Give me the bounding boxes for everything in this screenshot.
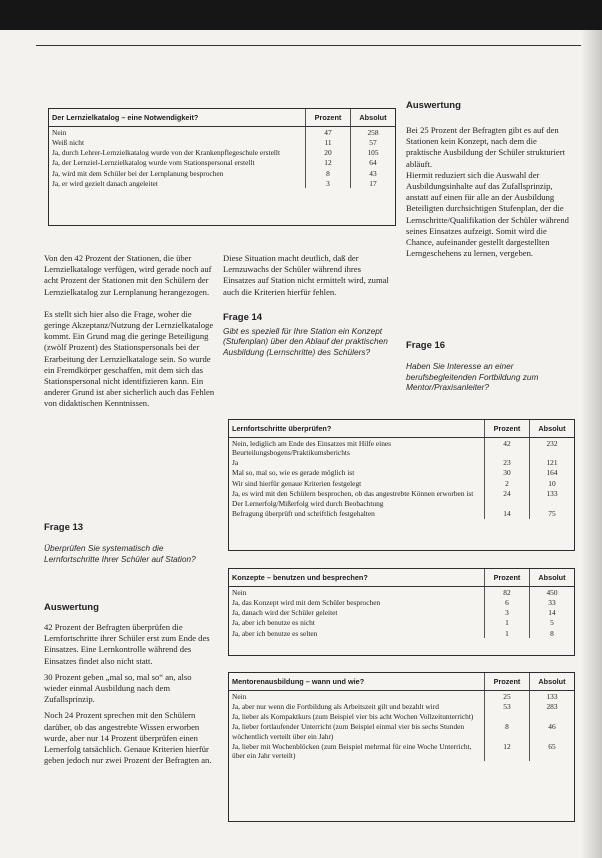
auswertung-right-section bbox=[406, 100, 574, 264]
table-row bbox=[229, 597, 574, 607]
table-row bbox=[49, 137, 395, 147]
frage-13-section bbox=[44, 522, 216, 564]
table-cell-value: 1 bbox=[485, 628, 530, 638]
table-cell-value: 2 bbox=[485, 478, 530, 488]
table-header-row bbox=[49, 109, 395, 127]
table-cell-value: 20 bbox=[306, 148, 351, 158]
frage-13-question: Überprüfen Sie systematisch die Lernfortschritte Ihrer Schüler auf Station? bbox=[44, 543, 196, 564]
table-row bbox=[229, 509, 574, 519]
auswertung-right-paragraph: Bei 25 Prozent der Befragten gibt es auf den Stationen kein Konzept, nach dem die praktische Ausbildung der Schüler strukturiert abläuft. bbox=[406, 125, 565, 169]
table-cell-value: 30 bbox=[485, 468, 530, 478]
table-cell-label: Ja, danach wird der Schüler geleitet bbox=[232, 608, 338, 618]
table-cell-label: Ja, lieber fortlaufender Unterricht (zum Beispiel einmal vier bis sechs Stunden wöchentlich verteilt über ein Jahr) bbox=[232, 722, 465, 741]
table-cell-label: Ja bbox=[232, 458, 239, 468]
data-table bbox=[49, 109, 395, 188]
column-2-text bbox=[223, 253, 395, 358]
table-cell-label: Nein bbox=[52, 127, 67, 137]
table-row bbox=[229, 712, 574, 722]
table-row bbox=[229, 438, 574, 458]
table-column-header: Absolut bbox=[530, 420, 575, 438]
body-paragraph: Diese Situation macht deutlich, daß der Lernzuwachs der Schüler während ihres Einsatzes auf Station nicht ermittelt wird, zumal auch die Kriterien hierfür fehlen. bbox=[223, 253, 389, 297]
table-row bbox=[229, 722, 574, 741]
table-cell-value: 8 bbox=[530, 628, 575, 638]
table-cell-value: 42 bbox=[485, 438, 530, 458]
auswertung-right-heading: Auswertung bbox=[406, 100, 461, 111]
table-cell-label: Nein bbox=[232, 691, 247, 701]
table-cell-value: 11 bbox=[306, 137, 351, 147]
frage-14-question: Gibt es speziell für Ihre Station ein Konzept (Stufenplan) über den Ablauf der praktischen Ausbildung (Lernschritte) des Schülers? bbox=[223, 325, 388, 357]
auswertung-left-paragraph: Noch 24 Prozent sprechen mit den Schülern darüber, ob das angestrebte Wissen erworben wurde, aber nur 14 Prozent überprüfen einen Lernerfolg tatsächlich. Genaue Kriterien hierfür geben jedoch nur zwei Prozent der Befragten an. bbox=[44, 710, 212, 766]
table-cell-value: 12 bbox=[485, 741, 530, 760]
data-table bbox=[229, 420, 574, 519]
table-cell-label: Ja, aber ich benutze es selten bbox=[232, 628, 318, 638]
table-row bbox=[229, 701, 574, 711]
table-row bbox=[229, 691, 574, 702]
table-row bbox=[229, 628, 574, 638]
table-row bbox=[229, 478, 574, 488]
table-cell-value: 12 bbox=[306, 158, 351, 168]
table-cell-label: Ja, lieber mit Wochenblöcken (zum Beispiel mehrmal für eine Woche Unterricht, über ein Jahr verteilt) bbox=[232, 741, 472, 760]
auswertung-left-heading: Auswertung bbox=[44, 602, 99, 613]
table-cell-label: Ja, es wird mit den Schülern besprochen, ob das angestrebte Können erworben ist bbox=[232, 488, 474, 498]
table-row bbox=[229, 608, 574, 618]
table-cell-value: 53 bbox=[485, 701, 530, 711]
table-cell-value: 17 bbox=[351, 178, 396, 188]
table-column-header: Absolut bbox=[530, 569, 575, 587]
table-row bbox=[229, 458, 574, 468]
table-row bbox=[49, 168, 395, 178]
table-cell-value: 3 bbox=[485, 608, 530, 618]
table-cell-value: 14 bbox=[485, 509, 530, 519]
table-cell-label: Wir sind hierfür genaue Kriterien festgelegt bbox=[232, 478, 362, 488]
table-row bbox=[229, 488, 574, 498]
table-cell-value: 75 bbox=[530, 509, 575, 519]
table-cell-value: 3 bbox=[306, 178, 351, 188]
body-paragraph: Von den 42 Prozent der Stationen, die über Lernzielkataloge verfügen, wird gerade noch auf acht Prozent der Stationen mit den Schülern der Lernzielkatalog zur Lernplanung herangezogen. bbox=[44, 253, 212, 297]
table-column-header: Prozent bbox=[485, 569, 530, 587]
table-cell-label: Mal so, mal so, wie es gerade möglich ist bbox=[232, 468, 355, 478]
table-cell-value: 23 bbox=[485, 458, 530, 468]
table-cell-value: 232 bbox=[530, 438, 575, 458]
data-table bbox=[229, 673, 574, 761]
table-cell-value: 133 bbox=[530, 691, 575, 702]
table-title-header: Lernfortschritte überprüfen? bbox=[229, 420, 485, 438]
table-konzepte bbox=[228, 568, 575, 656]
table-row bbox=[229, 468, 574, 478]
table-lernfortschritte bbox=[228, 419, 575, 551]
table-cell-label: Der Lernerfolg/Mißerfolg wird durch Beobachtung bbox=[232, 498, 384, 508]
table-mentorenausbildung bbox=[228, 672, 575, 822]
table-cell-label: Befragung überprüft und schriftlich festgehalten bbox=[232, 509, 375, 519]
frage-16-section bbox=[406, 340, 574, 393]
table-cell-value: 33 bbox=[530, 597, 575, 607]
table-cell-label: Nein bbox=[232, 587, 247, 597]
column-1-text bbox=[44, 253, 216, 415]
table-column-header: Prozent bbox=[485, 673, 530, 691]
table-row bbox=[229, 498, 574, 508]
table-cell-value: 450 bbox=[530, 587, 575, 598]
table-cell-value: 57 bbox=[351, 137, 396, 147]
table-cell-value: 43 bbox=[351, 168, 396, 178]
table-cell-label: Ja, aber nur wenn die Fortbildung als Arbeitszeit gilt und bezahlt wird bbox=[232, 701, 439, 711]
table-cell-value: 46 bbox=[530, 722, 575, 741]
table-cell-label: Ja, aber ich benutze es nicht bbox=[232, 618, 315, 628]
table-header-row bbox=[229, 673, 574, 691]
table-row bbox=[229, 741, 574, 760]
table-cell-value bbox=[485, 712, 530, 722]
table-cell-label: Ja, das Konzept wird mit dem Schüler besprochen bbox=[232, 597, 381, 607]
table-cell-value: 24 bbox=[485, 488, 530, 498]
table-cell-label: Ja, lieber als Kompaktkurs (zum Beispiel vier bis acht Wochen Vollzeitunterricht) bbox=[232, 712, 474, 722]
auswertung-left-paragraph: 30 Prozent geben „mal so, mal so“ an, also wieder einmal Ausbildung nach dem Zufallsprinzip. bbox=[44, 671, 192, 705]
table-cell-label: Nein, lediglich am Ende des Einsatzes mit Hilfe eines Beurteilungsbogens/Praktikumsberichts bbox=[232, 438, 392, 457]
table-column-header: Prozent bbox=[306, 109, 351, 127]
body-paragraph: Es stellt sich hier also die Frage, woher die geringe Akzeptanz/Nutzung der Lernzielkataloge kommt. Ein Grund mag die geringe Beteiligung (zwölf Prozent) des Stationspersonals bei der Erarbeitung der Lernzielkataloge sein. So wurde ein Fremdkörper geschaffen, mit dem sich das Stationspersonal nicht identifizieren kann. Ein anderer Grund ist aber sicherlich auch das Fehlen von didaktischen Kenntnissen. bbox=[44, 308, 215, 409]
table-row bbox=[229, 587, 574, 598]
table-cell-label: Ja, wird mit dem Schüler bei der Lernplanung besprochen bbox=[52, 168, 224, 178]
table-cell-value: 133 bbox=[530, 488, 575, 498]
frage-16-heading: Frage 16 bbox=[406, 340, 446, 351]
table-cell-value: 6 bbox=[485, 597, 530, 607]
table-row bbox=[49, 178, 395, 188]
table-cell-value: 8 bbox=[306, 168, 351, 178]
top-black-band bbox=[0, 0, 602, 30]
table-cell-label: Ja, er wird gezielt danach angeleitet bbox=[52, 178, 158, 188]
table-cell-value: 47 bbox=[306, 127, 351, 138]
table-cell-value: 64 bbox=[351, 158, 396, 168]
table-cell-value: 82 bbox=[485, 587, 530, 598]
table-cell-value bbox=[530, 498, 575, 508]
table-cell-label: Weiß nicht bbox=[52, 137, 85, 147]
table-cell-value: 105 bbox=[351, 148, 396, 158]
table-header-row bbox=[229, 569, 574, 587]
table-title-header: Mentorenausbildung – wann und wie? bbox=[229, 673, 485, 691]
table-cell-value: 283 bbox=[530, 701, 575, 711]
table-cell-value: 25 bbox=[485, 691, 530, 702]
auswertung-left-section bbox=[44, 602, 216, 771]
table-cell-label: Ja, durch Lehrer-Lernzielkatalog wurde von der Krankenpflegeschule erstellt bbox=[52, 148, 281, 158]
auswertung-left-paragraph: 42 Prozent der Befragten überprüfen die Lernfortschritte ihrer Schüler erst zum Ende des Einsatzes. Eine Lernkontrolle während des Einsatzes findet also nicht statt. bbox=[44, 622, 210, 666]
table-title-header: Der Lernzielkatalog – eine Notwendigkeit? bbox=[49, 109, 306, 127]
table-cell-value bbox=[485, 498, 530, 508]
auswertung-right-paragraph: Hiermit reduziert sich die Auswahl der Ausbildungsinhalte auf das Zufallsprinzip, anstatt auf einen für alle an der Ausbildung Beteiligten durchsichtigen Stufenplan, der die Lernschritte/Qualifikation der Schüler während seines Einsatzes aufzeigt. Somit wird die Chance, aufeinander gestellt dargestellten Lerngeschehens zu lernen, vergeben. bbox=[406, 169, 569, 259]
table-row bbox=[229, 618, 574, 628]
table-cell-value: 65 bbox=[530, 741, 575, 760]
table-column-header: Absolut bbox=[351, 109, 396, 127]
table-cell-value: 8 bbox=[485, 722, 530, 741]
frage-16-question: Haben Sie Interesse an einer berufsbegleitenden Fortbildung zum Mentor/Praxisanleiter? bbox=[406, 361, 539, 393]
table-column-header: Absolut bbox=[530, 673, 575, 691]
data-table bbox=[229, 569, 574, 638]
frage-14-heading: Frage 14 bbox=[223, 311, 263, 323]
page-edge-shadow bbox=[580, 30, 602, 858]
table-cell-value: 258 bbox=[351, 127, 396, 138]
table-cell-value: 1 bbox=[485, 618, 530, 628]
table-cell-value: 14 bbox=[530, 608, 575, 618]
table-row bbox=[49, 148, 395, 158]
table-cell-value: 5 bbox=[530, 618, 575, 628]
table-title-header: Konzepte – benutzen und besprechen? bbox=[229, 569, 485, 587]
table-column-header: Prozent bbox=[485, 420, 530, 438]
table-lernzielkatalog bbox=[48, 108, 396, 226]
table-row bbox=[49, 158, 395, 168]
frage-13-heading: Frage 13 bbox=[44, 522, 84, 533]
table-header-row bbox=[229, 420, 574, 438]
table-cell-value bbox=[530, 712, 575, 722]
header-rule bbox=[36, 45, 581, 46]
table-row bbox=[49, 127, 395, 138]
table-cell-value: 164 bbox=[530, 468, 575, 478]
table-cell-value: 121 bbox=[530, 458, 575, 468]
table-cell-label: Ja, der Lernziel-Lernzielkatalog wurde vom Stationspersonal erstellt bbox=[52, 158, 255, 168]
table-cell-value: 10 bbox=[530, 478, 575, 488]
